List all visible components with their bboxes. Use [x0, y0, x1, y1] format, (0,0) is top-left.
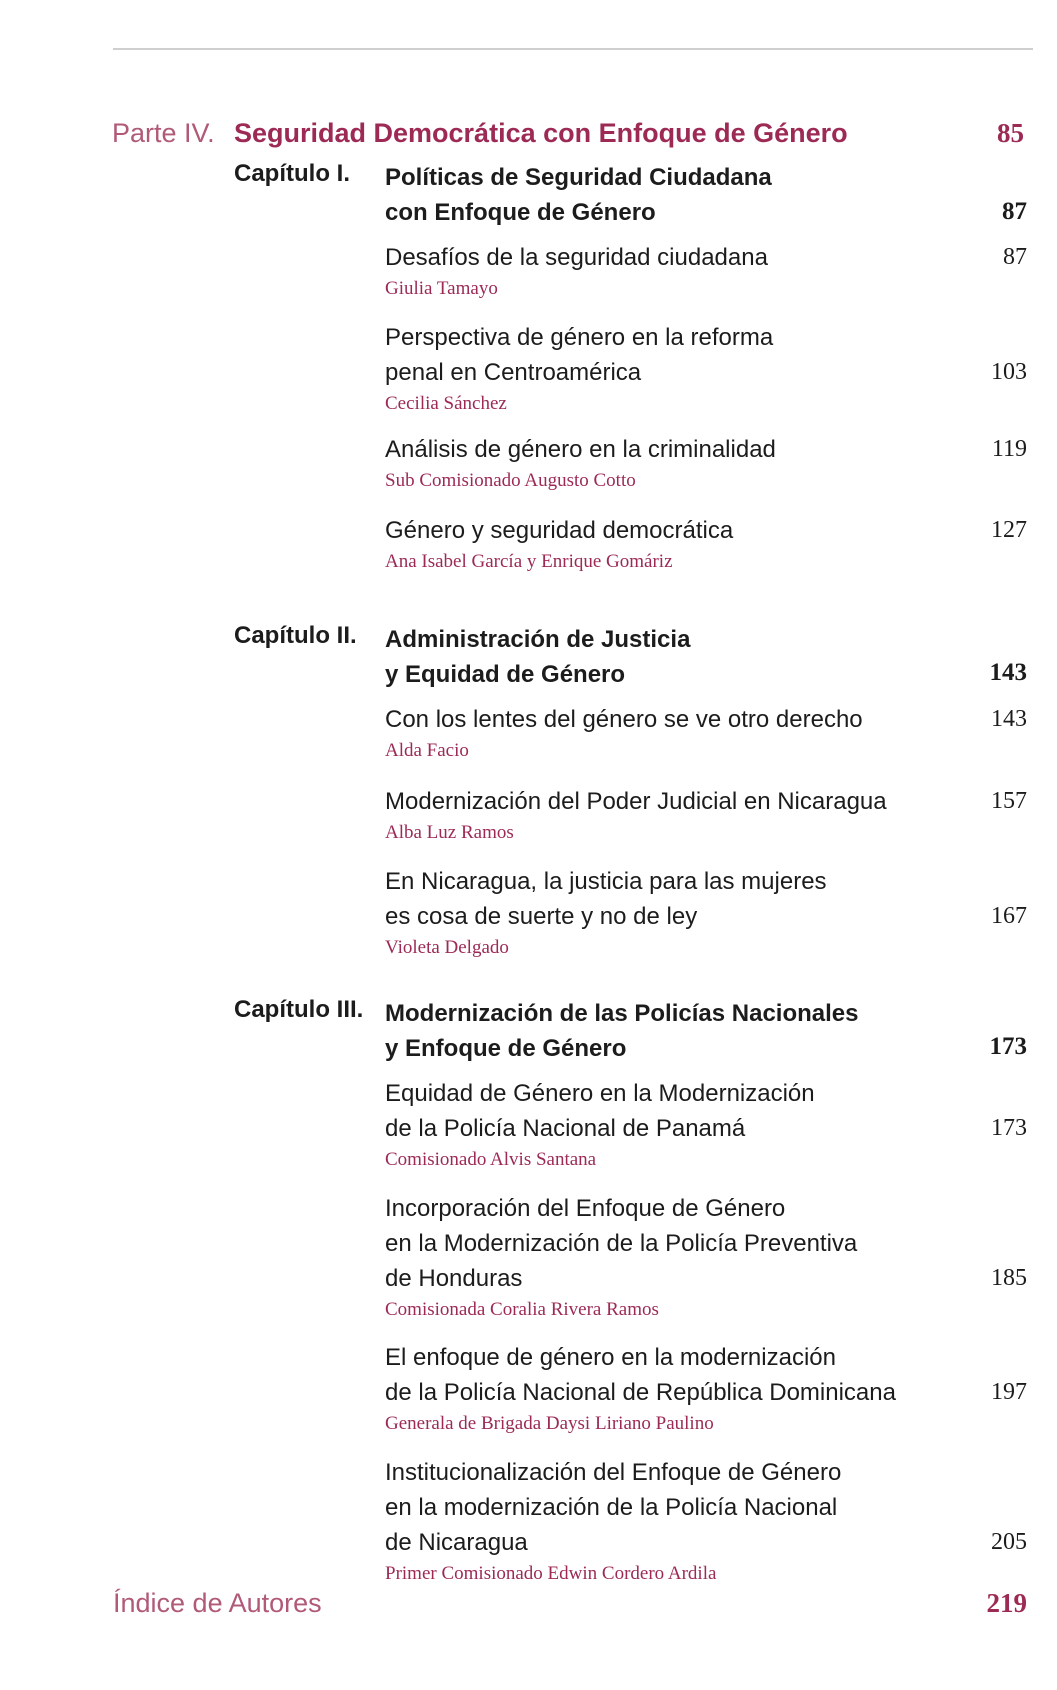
chapter-title [385, 996, 905, 1066]
toc-entry [385, 1455, 1027, 1585]
toc-entry [385, 432, 1027, 492]
entry-page-number: 127 [991, 517, 1027, 543]
entry-title-line: es cosa de suerte y no de ley [385, 903, 698, 930]
entry-page-number: 185 [991, 1265, 1027, 1291]
entry-page-number: 167 [991, 903, 1027, 929]
entry-title-line: En Nicaragua, la justicia para las mujeres [385, 868, 827, 895]
toc-entry [385, 513, 1027, 573]
entry-title [385, 1076, 895, 1146]
top-rule [113, 48, 1033, 50]
index-page-number: 219 [986, 1588, 1027, 1618]
entry-title-line: El enfoque de género en la modernización [385, 1344, 836, 1371]
entry-title-line: Perspectiva de género en la reforma [385, 324, 774, 351]
chapter-title-line: Administración de Justicia [385, 626, 691, 653]
toc-entry [385, 784, 1027, 844]
entry-title-line: Modernización del Poder Judicial en Nicaragua [385, 788, 887, 815]
entry-page-number: 173 [991, 1115, 1027, 1141]
toc-entry [385, 1076, 1027, 1171]
entry-title [385, 240, 895, 275]
toc-entry [385, 1340, 1027, 1435]
entry-title-line: Con los lentes del género se ve otro derecho [385, 706, 863, 733]
entry-title-line: Equidad de Género en la Modernización [385, 1080, 815, 1107]
chapter-page-number: 87 [1002, 198, 1027, 225]
entry-page-number: 157 [991, 788, 1027, 814]
entry-title [385, 1455, 895, 1560]
entry-title [385, 1340, 930, 1410]
chapter-title-line: Políticas de Seguridad Ciudadana [385, 164, 772, 191]
chapter-title-line: y Enfoque de Género [385, 1035, 627, 1062]
chapter-label: Capítulo III. [234, 996, 364, 1023]
entry-author: Comisionado Alvis Santana [385, 1149, 597, 1170]
entry-title-line: Análisis de género en la criminalidad [385, 436, 776, 463]
entry-page-number: 103 [991, 359, 1027, 385]
entry-author: Cecilia Sánchez [385, 393, 507, 414]
entry-author: Alda Facio [385, 740, 469, 761]
toc-entry [385, 240, 1027, 300]
entry-title [385, 513, 895, 548]
entry-page-number: 205 [991, 1529, 1027, 1555]
chapter-page-number: 143 [989, 659, 1027, 686]
chapter-title-line: Modernización de las Policías Nacionales [385, 1000, 859, 1027]
toc-entry [385, 320, 1027, 415]
toc-entry [385, 702, 1027, 762]
entry-author: Violeta Delgado [385, 937, 509, 958]
entry-page-number: 119 [991, 436, 1027, 462]
entry-page-number: 87 [1003, 244, 1027, 270]
chapter-page-number: 173 [989, 1033, 1027, 1060]
entry-author: Generala de Brigada Daysi Liriano Paulino [385, 1413, 714, 1434]
entry-title-line: en la Modernización de la Policía Preventiva [385, 1230, 858, 1257]
chapter-label: Capítulo II. [234, 622, 357, 649]
chapter-title [385, 622, 905, 692]
entry-author: Ana Isabel García y Enrique Gomáriz [385, 551, 673, 572]
entry-author: Giulia Tamayo [385, 278, 498, 299]
entry-title-line: de Honduras [385, 1265, 523, 1292]
toc-entry [385, 864, 1027, 959]
author-index-heading [113, 1588, 1027, 1628]
entry-title-line: en la modernización de la Policía Nacional [385, 1494, 838, 1521]
entry-title-line: Desafíos de la seguridad ciudadana [385, 244, 768, 271]
entry-author: Primer Comisionado Edwin Cordero Ardila [385, 1563, 717, 1584]
entry-title-line: de la Policía Nacional de República Dominicana [385, 1379, 896, 1406]
entry-author: Comisionada Coralia Rivera Ramos [385, 1299, 659, 1320]
entry-title-line: de Nicaragua [385, 1529, 528, 1556]
entry-title-line: penal en Centroamérica [385, 359, 642, 386]
entry-author: Sub Comisionado Augusto Cotto [385, 470, 636, 491]
entry-page-number: 143 [991, 706, 1027, 732]
part-label: Parte IV. [112, 118, 215, 148]
entry-title [385, 702, 915, 737]
entry-title-line: Género y seguridad democrática [385, 517, 734, 544]
entry-page-number: 197 [991, 1379, 1027, 1405]
part-title: Seguridad Democrática con Enfoque de Género [234, 118, 848, 148]
entry-author: Alba Luz Ramos [385, 822, 514, 843]
index-label: Índice de Autores [113, 1588, 322, 1618]
toc-entry [385, 1191, 1027, 1321]
entry-title [385, 784, 925, 819]
part-heading [112, 118, 1024, 158]
entry-title [385, 320, 895, 390]
entry-title [385, 1191, 895, 1296]
chapter-label: Capítulo I. [234, 160, 350, 187]
chapter-title-line: y Equidad de Género [385, 661, 626, 688]
part-page-number: 85 [997, 118, 1024, 148]
entry-title-line: Institucionalización del Enfoque de Género [385, 1459, 842, 1486]
entry-title [385, 864, 895, 934]
entry-title [385, 432, 895, 467]
chapter-title-line: con Enfoque de Género [385, 199, 656, 226]
entry-title-line: de la Policía Nacional de Panamá [385, 1115, 746, 1142]
entry-title-line: Incorporación del Enfoque de Género [385, 1195, 786, 1222]
chapter-title [385, 160, 905, 230]
